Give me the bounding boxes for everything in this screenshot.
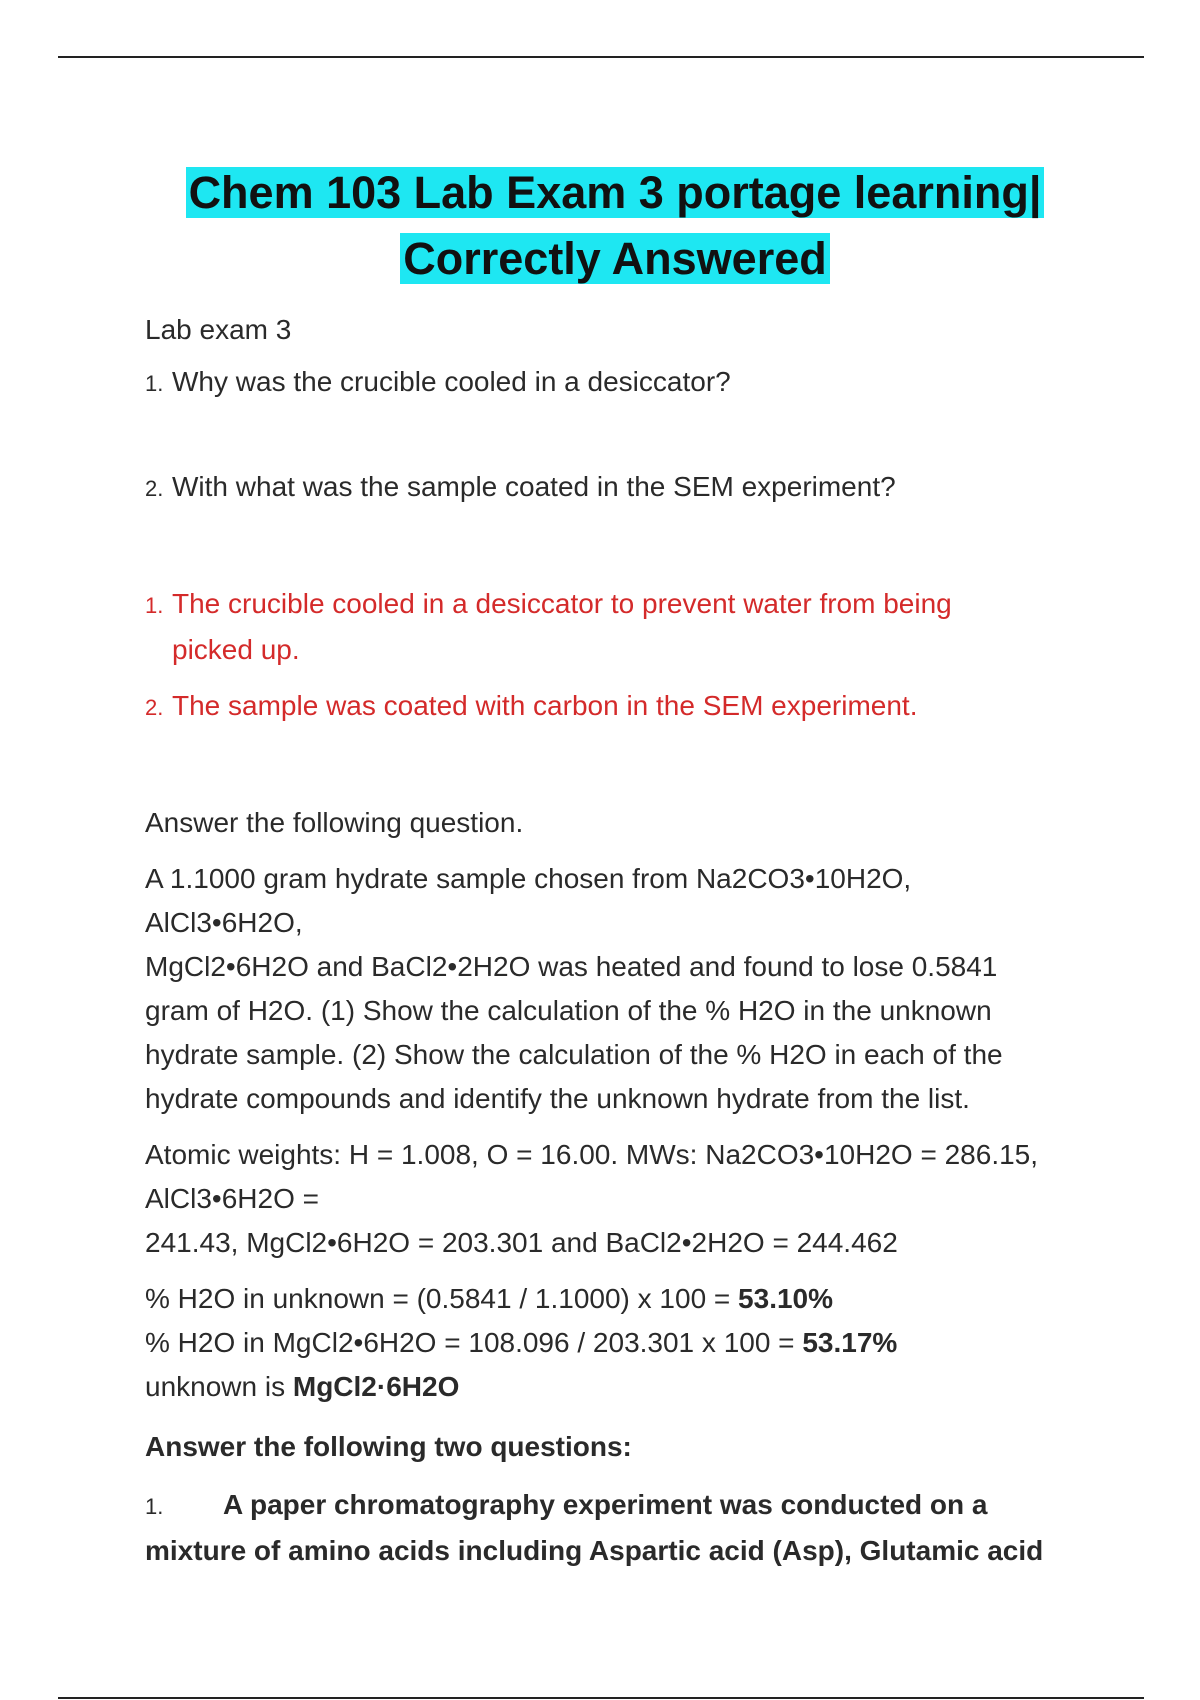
answer-1-text-2: picked up. bbox=[172, 634, 300, 665]
subtitle: Lab exam 3 bbox=[145, 314, 292, 345]
calculation bbox=[145, 1277, 1085, 1409]
document-title bbox=[145, 160, 1085, 292]
answer-1-number: 1. bbox=[145, 593, 164, 618]
bottom-rule bbox=[58, 1697, 1144, 1699]
calc-line-2-text: % H2O in MgCl2•6H2O = 108.096 / 203.301 x 100 = bbox=[145, 1327, 803, 1358]
calc-line-1 bbox=[145, 1277, 1085, 1321]
hydrate-line-4: gram of H2O. (1) Show the calculation of the % H2O in the unknown bbox=[145, 995, 992, 1026]
answer-1 bbox=[145, 582, 1085, 672]
atomic-weights-line-3: 241.43, MgCl2•6H2O = 203.301 and BaCl2•2H2O = 244.462 bbox=[145, 1227, 898, 1258]
atomic-weights-line-2: AlCl3•6H2O = bbox=[145, 1183, 319, 1214]
question-2-text: With what was the sample coated in the SEM experiment? bbox=[172, 471, 896, 502]
question-1-number: 1. bbox=[145, 371, 164, 396]
hydrate-line-6: hydrate compounds and identify the unknown hydrate from the list. bbox=[145, 1083, 970, 1114]
atomic-weights bbox=[145, 1133, 1085, 1265]
answer-prompt: Answer the following question. bbox=[145, 807, 524, 838]
calc-line-2 bbox=[145, 1321, 1085, 1365]
chromatography-text-1: A paper chromatography experiment was conducted on a bbox=[223, 1489, 988, 1520]
hydrate-question bbox=[145, 857, 1085, 1121]
question-2 bbox=[145, 465, 1085, 511]
calc-line-1-text: % H2O in unknown = (0.5841 / 1.1000) x 100 = bbox=[145, 1283, 739, 1314]
answer-2-text: The sample was coated with carbon in the SEM experiment. bbox=[172, 690, 918, 721]
question-1-text: Why was the crucible cooled in a desiccator? bbox=[172, 366, 731, 397]
top-rule bbox=[58, 56, 1144, 58]
chromatography-number: 1. bbox=[145, 1494, 164, 1519]
chromatography-text-2: mixture of amino acids including Aspartic acid (Asp), Glutamic acid bbox=[145, 1535, 1044, 1566]
answer-1-text-1: The crucible cooled in a desiccator to prevent water from being bbox=[172, 588, 952, 619]
title-line-2: Correctly Answered bbox=[400, 233, 829, 284]
chromatography-question bbox=[145, 1483, 1085, 1573]
calc-unknown-identity: MgCl2·6H2O bbox=[292, 1371, 460, 1402]
calc-result-unknown: 53.10% bbox=[738, 1283, 834, 1314]
question-2-number: 2. bbox=[145, 476, 164, 501]
hydrate-line-3: MgCl2•6H2O and BaCl2•2H2O was heated and found to lose 0.5841 bbox=[145, 951, 998, 982]
two-questions-heading: Answer the following two questions: bbox=[145, 1431, 632, 1462]
chromatography-line-1 bbox=[145, 1483, 1085, 1529]
atomic-weights-line-1: Atomic weights: H = 1.008, O = 16.00. MWs: Na2CO3•10H2O = 286.15, bbox=[145, 1139, 1039, 1170]
document-page bbox=[145, 160, 1085, 1573]
hydrate-line-1: A 1.1000 gram hydrate sample chosen from Na2CO3•10H2O, bbox=[145, 863, 912, 894]
title-line-1: Chem 103 Lab Exam 3 portage learning| bbox=[186, 167, 1045, 218]
hydrate-line-2: AlCl3•6H2O, bbox=[145, 907, 303, 938]
calc-result-mgcl2: 53.17% bbox=[802, 1327, 898, 1358]
question-1 bbox=[145, 360, 1085, 406]
answer-2 bbox=[145, 684, 1085, 730]
answer-1-line-1 bbox=[145, 582, 1085, 628]
calc-line-3-text: unknown is bbox=[145, 1371, 293, 1402]
answer-2-number: 2. bbox=[145, 695, 164, 720]
hydrate-line-5: hydrate sample. (2) Show the calculation of the % H2O in each of the bbox=[145, 1039, 1003, 1070]
calc-line-3 bbox=[145, 1365, 1085, 1409]
